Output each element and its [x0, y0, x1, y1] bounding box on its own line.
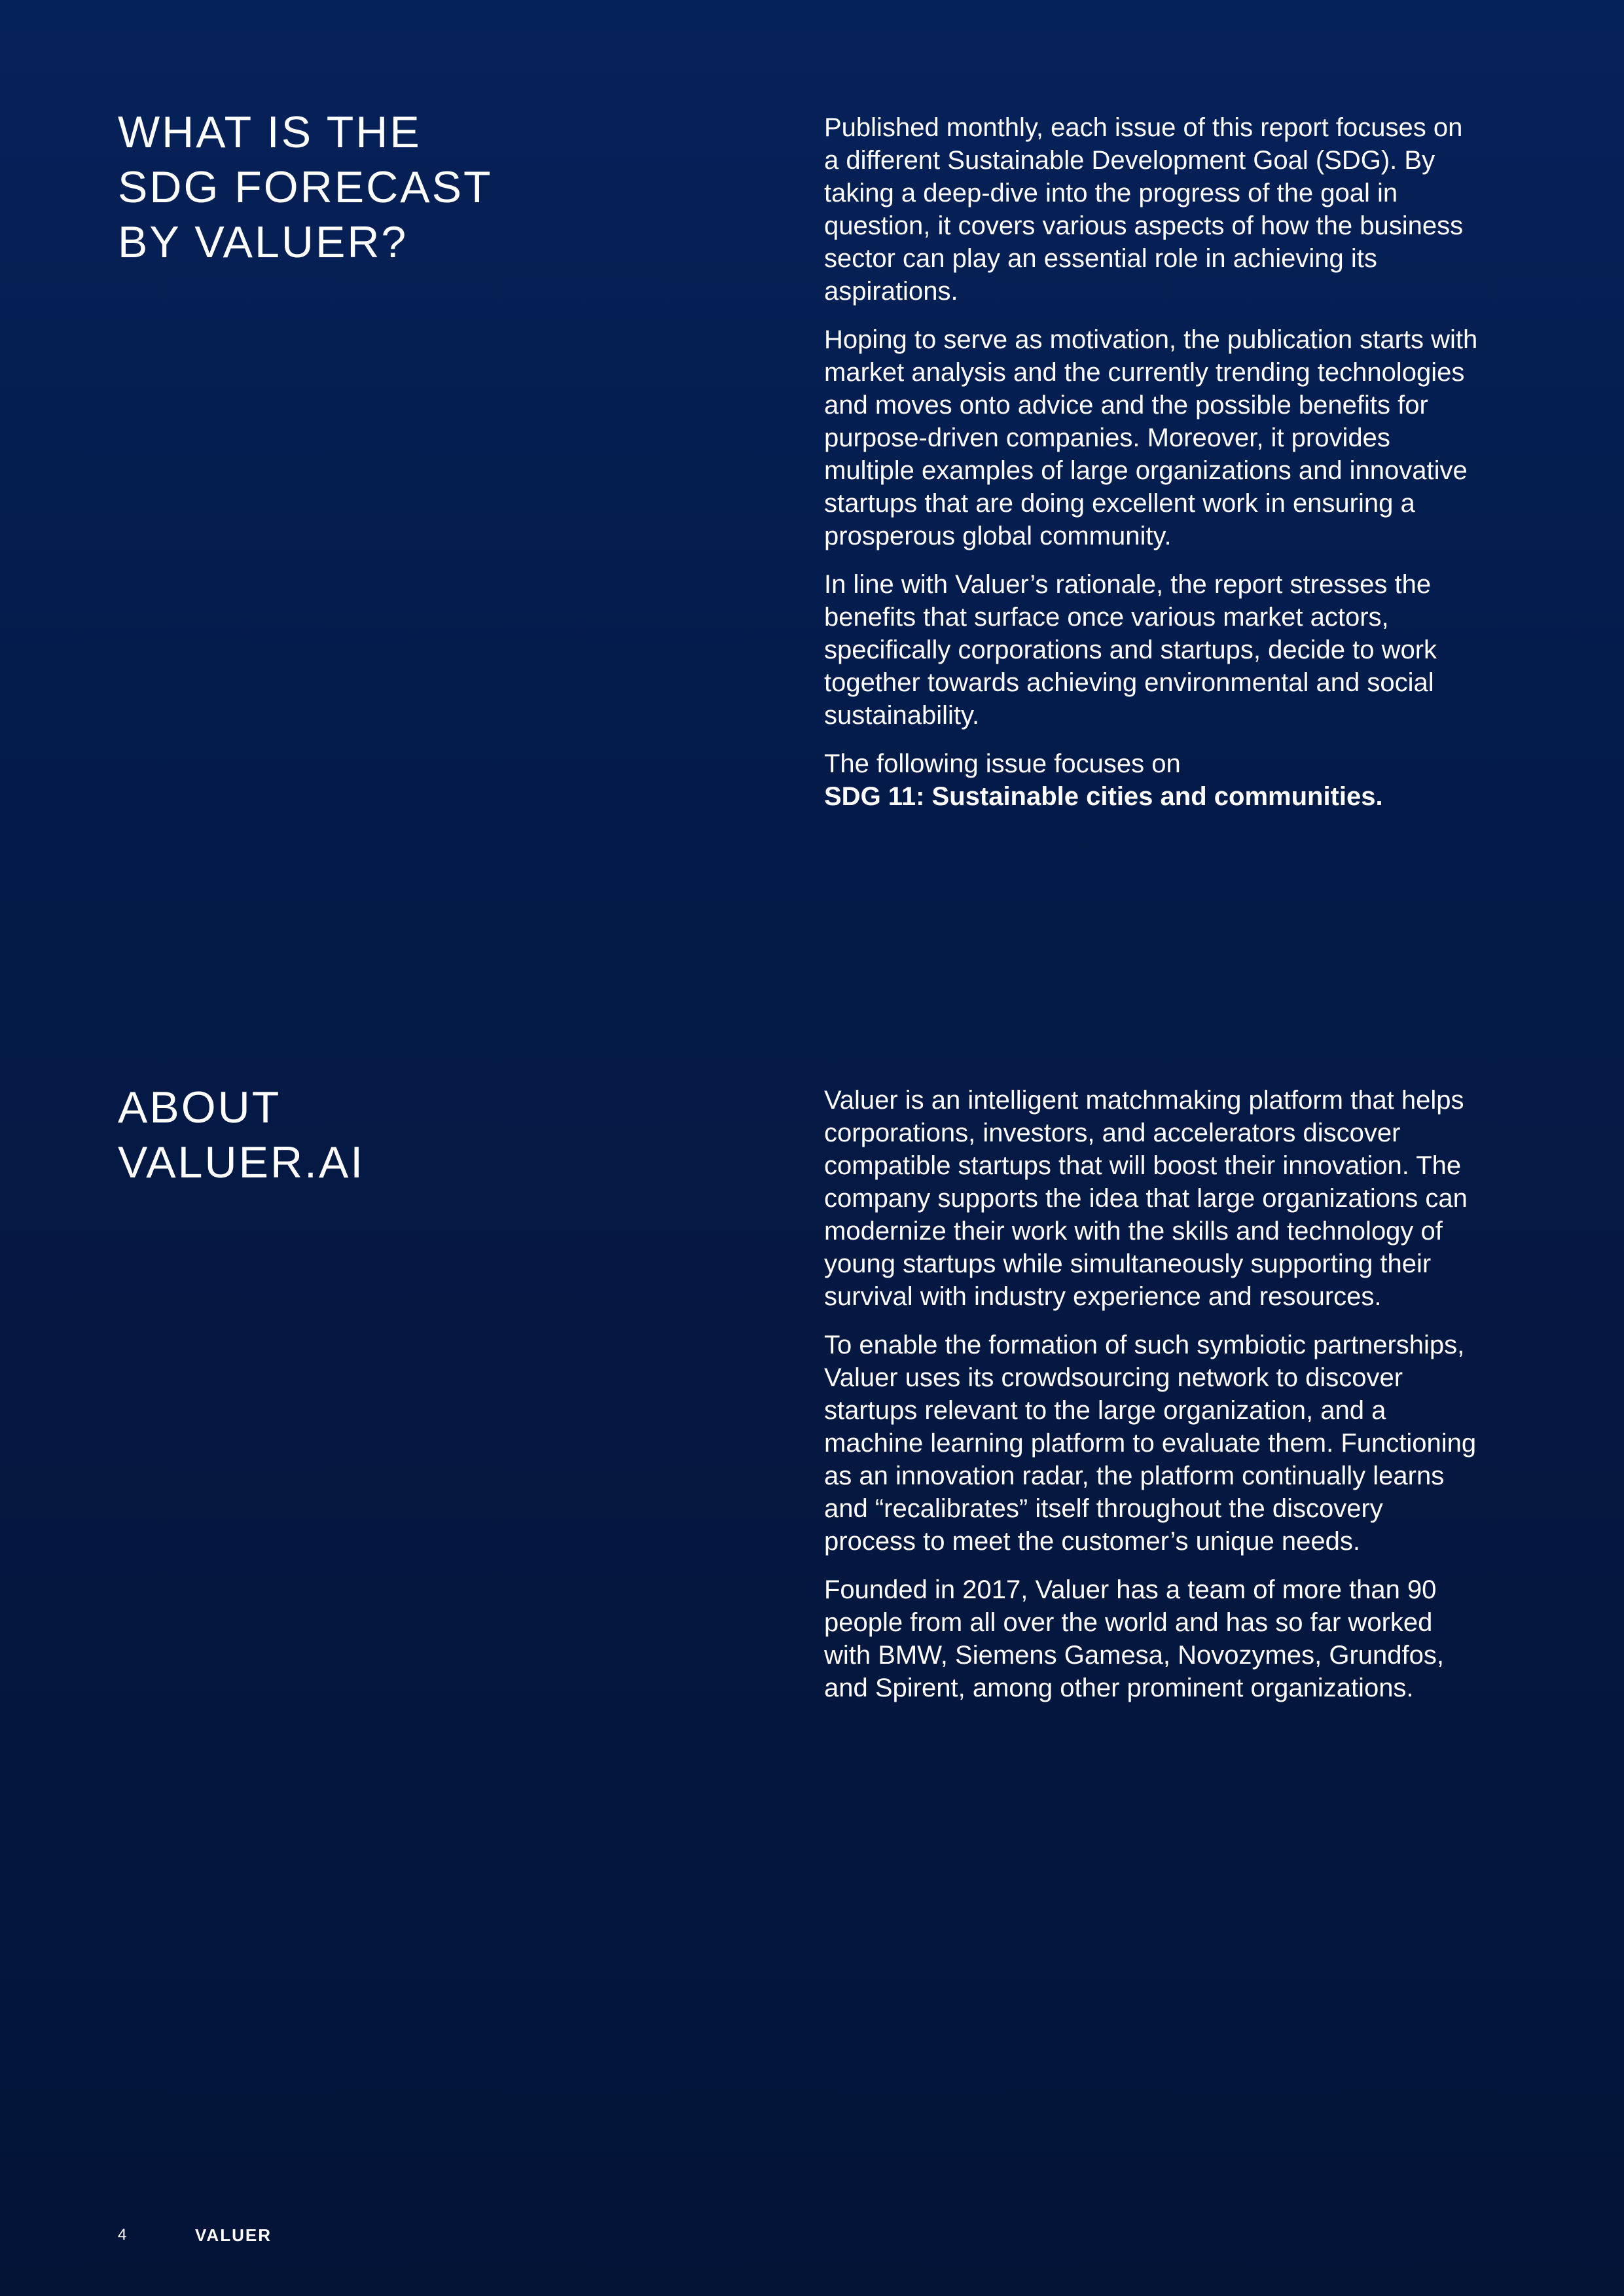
body-paragraph: To enable the formation of such symbiotic partnerships, Valuer uses its crowdsourcing network to discover startups relevant to the large organization, and a machine learning platform to evaluate them. Functioning as an innovation radar, the platform continually learns and “recalibrates” itself throughout the discovery process to meet the customer’s unique needs. [824, 1331, 1477, 1556]
body-paragraph: Hoping to serve as motivation, the publication starts with market analysis and the currently trending technologies and moves onto advice and the possible benefits for purpose-driven companies. Moreover, it provides multiple examples of large organizations and innovative startups that are doing excellent work in ensuring a prosperous global community. [824, 325, 1478, 550]
heading-line: SDG FORECAST [118, 162, 493, 212]
page-number: 4 [118, 2226, 127, 2244]
about-valuer-body [824, 1084, 1480, 1720]
section-heading-about-valuer [118, 1080, 707, 1190]
body-paragraph: In line with Valuer’s rationale, the report stresses the benefits that surface once various market actors, specifically corporations and startups, decide to work together towards achieving environmental and social sustainability. [824, 570, 1437, 730]
body-paragraph: Valuer is an intelligent matchmaking platform that helps corporations, investors, and accelerators discover compatible startups that will boost their innovation. The company supports the idea that large organizations can modernize their work with the skills and technology of young startups while simultaneously supporting their survival with industry experience and resources. [824, 1086, 1468, 1311]
heading-line: WHAT IS THE [118, 107, 422, 157]
issue-intro: The following issue focuses on [824, 749, 1181, 778]
body-paragraph: Founded in 2017, Valuer has a team of more than 90 people from all over the world and has so far worked with BMW, Siemens Gamesa, Novozymes, Grundfos, and Spirent, among other prominent organizations. [824, 1575, 1444, 1702]
page-footer [118, 2225, 272, 2245]
issue-statement [824, 747, 1480, 813]
section-heading-sdg-forecast [118, 105, 707, 270]
body-paragraph: Published monthly, each issue of this report focuses on a different Sustainable Development Goal (SDG). By taking a deep-dive into the progress of the goal in question, it covers various aspects of how the business sector can play an essential role in achieving its aspirations. [824, 113, 1464, 306]
heading-line: VALUER.AI [118, 1138, 365, 1187]
heading-line: ABOUT [118, 1083, 281, 1132]
heading-line: BY VALUER? [118, 217, 408, 267]
issue-focus: SDG 11: Sustainable cities and communities. [824, 782, 1383, 811]
sdg-forecast-body [824, 111, 1480, 829]
brand-logo: VALUER [195, 2225, 272, 2245]
